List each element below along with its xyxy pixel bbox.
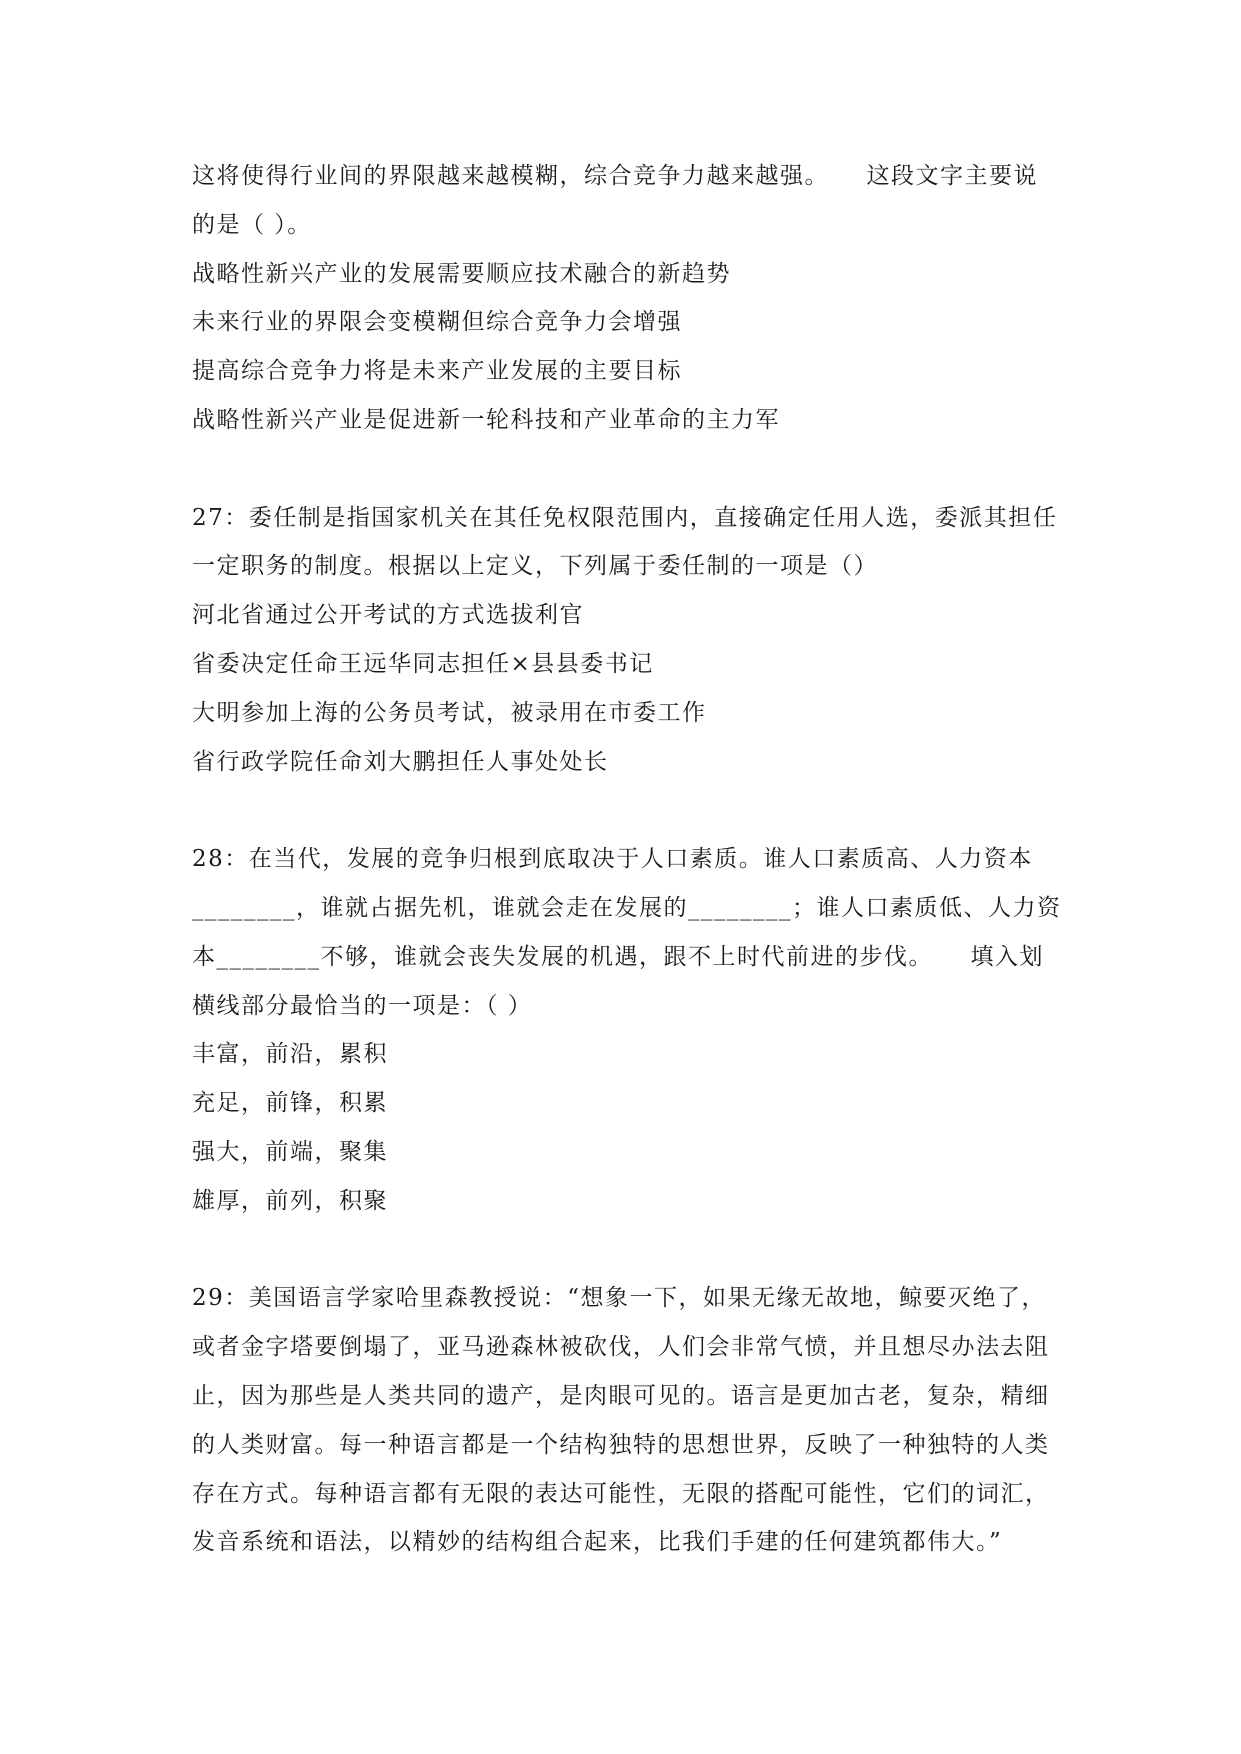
question-27-option-d: 省行政学院任命刘大鹏担任人事处处长 xyxy=(192,748,609,775)
question-28-option-c: 强大，前端，聚集 xyxy=(192,1138,388,1165)
question-27-option-c: 大明参加上海的公务员考试，被录用在市委工作 xyxy=(192,699,707,726)
question-26-option-a: 战略性新兴产业的发展需要顺应技术融合的新趋势 xyxy=(192,260,731,287)
document-content xyxy=(192,152,1072,1567)
paragraph-gap xyxy=(192,445,1072,494)
question-29-stem-line: 或者金字塔要倒塌了，亚马逊森林被砍伐，人们会非常气愤，并且想尽办法去阻 xyxy=(192,1334,1050,1361)
question-26-tail xyxy=(192,152,1072,445)
question-27-option-b: 省委决定任命王远华同志担任×县县委书记 xyxy=(192,650,654,677)
question-28-option-d: 雄厚，前列，积聚 xyxy=(192,1187,388,1214)
question-26-option-c: 提高综合竞争力将是未来产业发展的主要目标 xyxy=(192,358,682,385)
question-29 xyxy=(192,1274,1072,1567)
question-29-stem-line: 的人类财富。每一种语言都是一个结构独特的思想世界，反映了一种独特的人类 xyxy=(192,1431,1050,1458)
question-26-stem-line: 这将使得行业间的界限越来越模糊，综合竞争力越来越强。 这段文字主要说 xyxy=(192,163,1038,189)
question-28-stem-line: ________，谁就占据先机，谁就会走在发展的________；谁人口素质低、人力资 xyxy=(192,894,1062,921)
question-26-option-d: 战略性新兴产业是促进新一轮科技和产业革命的主力军 xyxy=(192,406,780,433)
question-27 xyxy=(192,494,1072,787)
question-28-stem-line: 横线部分最恰当的一项是：（ ） xyxy=(192,992,533,1019)
question-28-stem-line: 28：在当代，发展的竞争归根到底取决于人口素质。谁人口素质高、人力资本 xyxy=(192,846,1033,873)
question-26-option-b: 未来行业的界限会变模糊但综合竞争力会增强 xyxy=(192,309,682,336)
question-26-stem-line: 的是（ ）。 xyxy=(192,211,312,238)
question-28 xyxy=(192,835,1072,1225)
question-27-option-a: 河北省通过公开考试的方式选拔利官 xyxy=(192,602,584,629)
question-29-stem-line: 存在方式。每种语言都有无限的表达可能性，无限的搭配可能性，它们的词汇， xyxy=(192,1480,1050,1507)
paragraph-gap xyxy=(192,786,1072,835)
question-29-stem-line: 29：美国语言学家哈里森教授说：“想象一下，如果无缘无故地，鲸要灭绝了， xyxy=(192,1285,1047,1312)
question-27-stem-line: 27：委任制是指国家机关在其任免权限范围内，直接确定任用人选，委派其担任 xyxy=(192,504,1058,531)
question-27-stem-line: 一定职务的制度。根据以上定义，下列属于委任制的一项是（） xyxy=(192,553,878,580)
question-29-stem-line: 止，因为那些是人类共同的遗产，是肉眼可见的。语言是更加古老，复杂，精细 xyxy=(192,1382,1050,1409)
question-28-option-b: 充足，前锋，积累 xyxy=(192,1090,388,1117)
question-28-stem-line: 本________不够，谁就会丧失发展的机遇，跟不上时代前进的步伐。 填入划 xyxy=(192,943,1044,970)
question-29-stem-line: 发音系统和语法，以精妙的结构组合起来，比我们手建的任何建筑都伟大。” xyxy=(192,1529,1003,1556)
paragraph-gap xyxy=(192,1226,1072,1275)
question-28-option-a: 丰富，前沿，累积 xyxy=(192,1041,388,1068)
